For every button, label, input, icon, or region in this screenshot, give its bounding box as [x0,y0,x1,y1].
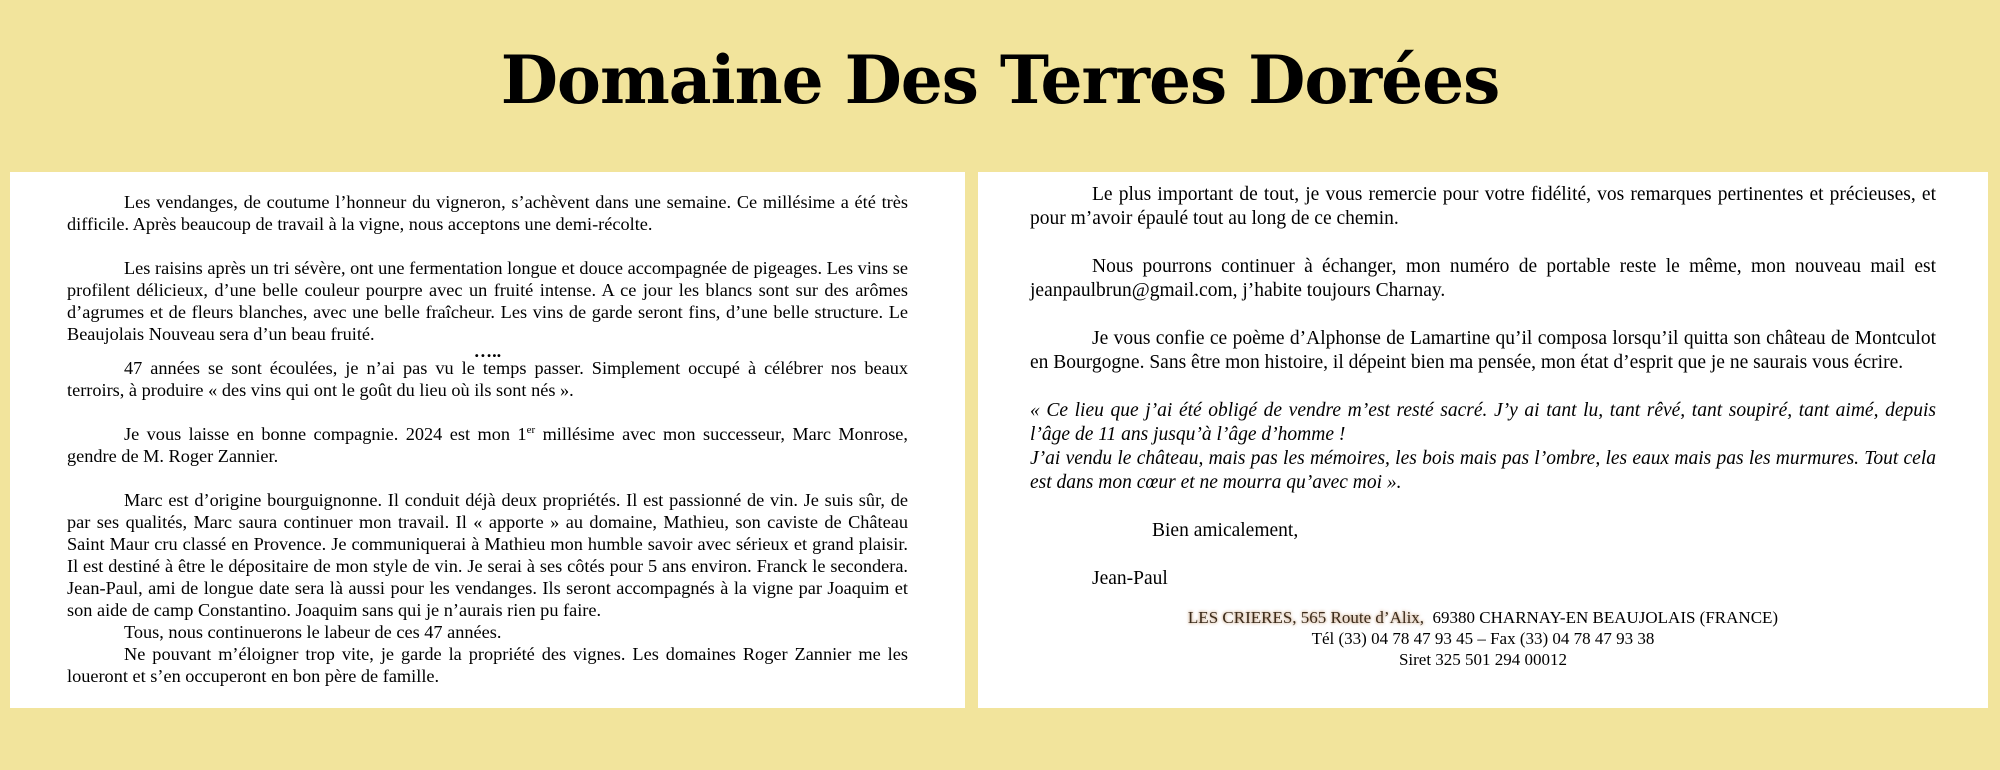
signature: Jean-Paul [1092,568,1168,589]
paragraph-vineyards: Ne pouvant m’éloigner trop vite, je garde la propriété des vignes. Les domaines Roger Zannier me les loueront et s’en occuperont en bon père de famille. [67,644,908,686]
paragraph-grapes: Les raisins après un tri sévère, ont une fermentation longue et douce accompagnée de pigeages. Les vins se profilent délicieux, d’une belle couleur pourpre avec un fruité intense. A ce jour les blancs sont sur des arômes d’agrumes et de fleurs blanches, avec une belle fraîcheur. Les vins de garde seront fins, d’une belle structure. Le Beaujolais Nouveau sera d’un beau fruité. [67,258,908,344]
superscript-er: er [526,423,536,436]
paragraph-marc: Marc est d’origine bourguignonne. Il conduit déjà deux propriétés. Il est passionné de vin. Je suis sûr, de par ses qualités, Marc saura continuer mon travail. Il « apporte » au domaine, Mathieu, son caviste de Château Saint Maur cru classé en Provence. Je communiquerai à Mathieu mon humble savoir avec sérieux et grand plaisir. Il est destiné à être le dépositaire de mon style de vin. Je serai à ses côtés pour 5 ans environ. Franck le secondera. Jean-Paul, ami de longue date sera là aussi pour les vendanges. Ils seront accompagnés à la vigne par Joaquim et son aide de camp Constantino. Joaquim sans qui je n’aurais rien pu faire. [67,490,908,620]
right-letter-panel [978,172,1988,708]
paragraph-poem-intro: Je vous confie ce poème d’Alphonse de Lamartine qu’il composa lorsqu’il quitta son château de Montculot en Bourgogne. Sans être mon histoire, il dépeint bien ma pensée, mon état d’esprit que je ne saurais vous écrire. [1030,328,1936,373]
left-letter-panel [10,172,965,708]
successor-text-a: Je vous laisse en bonne compagnie. 2024 est mon 1 [124,424,527,444]
street-address: LES CRIERES, 565 Route d’Alix, [1187,608,1425,627]
paragraph-continue: Tous, nous continuerons le labeur de ces 47 années. [124,622,502,642]
paragraph-harvest: Les vendanges, de coutume l’honneur du vigneron, s’achèvent dans une semaine. Ce millésime a été très difficile. Après beaucoup de travail à la vigne, nous acceptons une demi-récolte. [67,192,908,234]
page-title: Domaine Des Terres Dorées [500,41,1500,119]
paragraph-successor [67,423,908,467]
closing-greeting: Bien amicalement, [1152,520,1299,541]
paragraph-47-years: 47 années se sont écoulées, je n’ai pas vu le temps passer. Simplement occupé à célébrer nos beaux terroirs, à produire « des vins qui ont le goût du lieu où ils sont nés ». [67,358,908,400]
quote-line-2: J’ai vendu le château, mais pas les mémoires, les bois mais pas l’ombre, les eaux mais pas les murmures. Tout cela est dans mon cœur et ne mourra qu’avec moi ». [1030,448,1936,493]
paragraph-contact: Nous pourrons continuer à échanger, mon numéro de portable reste le même, mon nouveau mail est jeanpaulbrun@gmail.com, j’habite toujours Charnay. [1030,256,1936,301]
successor-text-b: millésime avec mon successeur, Marc Monrose, gendre de M. Roger Zannier. [67,424,908,466]
city-address: 69380 CHARNAY-EN BEAUJOLAIS (FRANCE) [1424,608,1779,627]
paragraph-thanks: Le plus important de tout, je vous remercie pour votre fidélité, vos remarques pertinentes et précieuses, et pour m’avoir épaulé tout au long de ce chemin. [1030,184,1936,229]
footer-address [1030,607,1936,670]
quote-line-1: « Ce lieu que j’ai été obligé de vendre m’est resté sacré. J’y ai tant lu, tant rêvé, tant soupiré, tant aimé, depuis l’âge de 11 ans jusqu’à l’âge d’homme ! [1030,400,1936,445]
siret: Siret 325 501 294 00012 [1398,650,1568,669]
phone-fax: Tél (33) 04 78 47 93 45 – Fax (33) 04 78 47 93 38 [1311,629,1655,648]
separator-dots: ….. [473,341,502,361]
address-line [1030,607,1936,628]
